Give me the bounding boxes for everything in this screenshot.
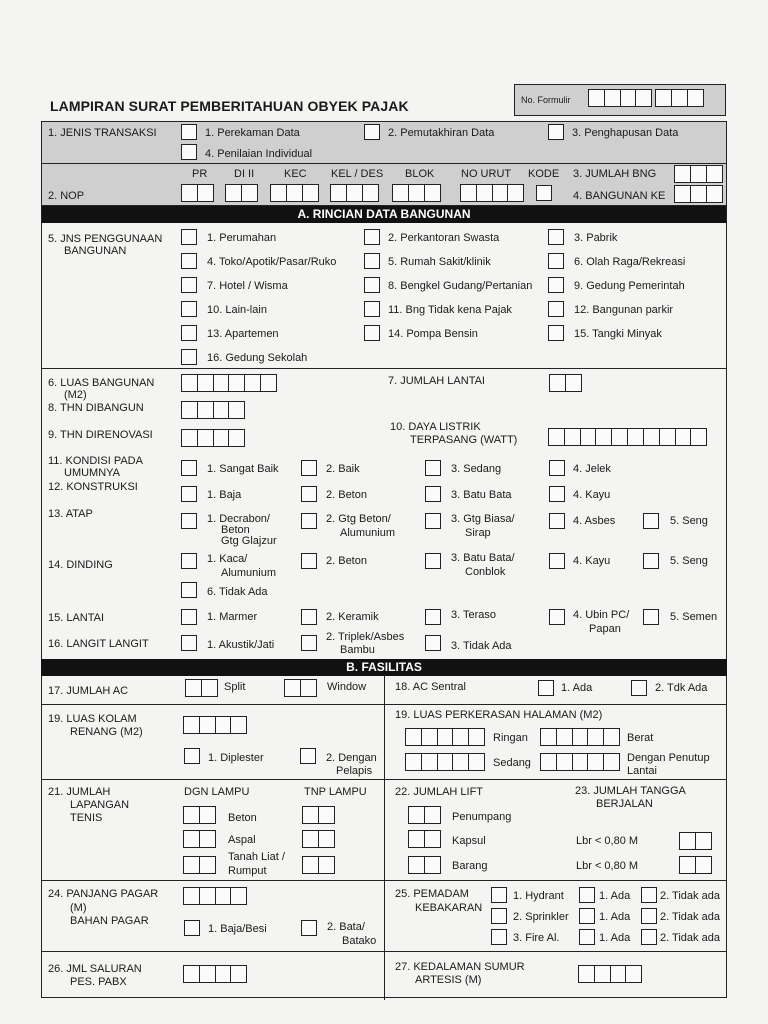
pabx-label-2: PES. PABX bbox=[70, 976, 127, 988]
hydrant-label: 1. Hydrant bbox=[513, 890, 564, 902]
usage-option-label: 13. Apartemen bbox=[207, 328, 279, 340]
opt-perekaman-label: 1. Perekaman Data bbox=[205, 127, 300, 139]
konstruksi-option: 4. Kayu bbox=[573, 489, 611, 501]
nop-pr-boxes[interactable] bbox=[181, 184, 213, 202]
usage-option-label: 15. Tangki Minyak bbox=[574, 328, 662, 340]
divider bbox=[41, 704, 727, 705]
usage-option-label: 4. Toko/Apotik/Pasar/Ruko bbox=[207, 256, 337, 268]
usage-option-label: 14. Pompa Bensin bbox=[388, 328, 478, 340]
thn-direnovasi-label: 9. THN DIRENOVASI bbox=[48, 429, 153, 441]
tangga-lbr-boxes[interactable] bbox=[679, 832, 711, 850]
pagar-bata-label-2: Batako bbox=[342, 935, 377, 947]
usage-option-checkbox[interactable] bbox=[181, 325, 197, 341]
pagar-baja-label: 1. Baja/Besi bbox=[208, 923, 267, 935]
ac-split-label: Split bbox=[224, 681, 246, 693]
dinding-checkbox[interactable] bbox=[549, 553, 565, 569]
atap-checkbox[interactable] bbox=[181, 513, 197, 529]
tenis-beton-label: Beton bbox=[228, 812, 257, 824]
lantai-checkbox[interactable] bbox=[301, 609, 317, 625]
lift-barang-boxes[interactable] bbox=[408, 856, 440, 874]
dinding-label: 14. DINDING bbox=[48, 559, 113, 571]
usage-option-checkbox[interactable] bbox=[364, 253, 380, 269]
form-bottom-border bbox=[41, 997, 727, 998]
usage-option-label: 5. Rumah Sakit/klinik bbox=[388, 256, 491, 268]
dinding-checkbox[interactable] bbox=[181, 582, 197, 598]
usage-option-label: 12. Bangunan parkir bbox=[574, 304, 674, 316]
kolam-pelapis-label: 2. Dengan bbox=[326, 752, 377, 764]
lantai-checkbox[interactable] bbox=[425, 609, 441, 625]
tenis-aspal-tnp-boxes[interactable] bbox=[302, 830, 334, 848]
dinding-option: 4. Kayu bbox=[573, 555, 611, 567]
pagar-unit: (M) bbox=[70, 902, 87, 914]
langit-option: 3. Tidak Ada bbox=[451, 640, 512, 652]
tangga-lbr-label-2: Lbr < 0,80 M bbox=[576, 860, 639, 872]
opt-penghapusan-checkbox[interactable] bbox=[548, 124, 564, 140]
ac-window-label: Window bbox=[327, 681, 367, 693]
kondisi-option: 2. Baik bbox=[326, 463, 360, 475]
form-title: LAMPIRAN SURAT PEMBERITAHUAN OBYEK PAJAK bbox=[50, 98, 409, 114]
divider bbox=[41, 880, 727, 881]
langit-option: 1. Akustik/Jati bbox=[207, 639, 275, 651]
atap-checkbox[interactable] bbox=[549, 513, 565, 529]
dinding-checkbox[interactable] bbox=[643, 553, 659, 569]
usage-option-checkbox[interactable] bbox=[181, 253, 197, 269]
usage-option-checkbox[interactable] bbox=[548, 277, 564, 293]
dinding-checkbox[interactable] bbox=[181, 553, 197, 569]
usage-option-checkbox[interactable] bbox=[548, 229, 564, 245]
sumur-label-2: ARTESIS (M) bbox=[415, 974, 482, 986]
pagar-bata-checkbox[interactable] bbox=[301, 920, 317, 936]
form-number-boxes-2[interactable] bbox=[655, 89, 702, 107]
ac-sentral-tdk-label: 2. Tdk Ada bbox=[655, 682, 708, 694]
nop-kec-boxes[interactable] bbox=[270, 184, 317, 202]
atap-option: 3. Gtg Biasa/ bbox=[451, 513, 515, 525]
perkerasan-sedang-label: Sedang bbox=[493, 757, 531, 769]
col-kel: KEL / DES bbox=[331, 168, 384, 180]
sprinkler-checkbox[interactable] bbox=[491, 908, 507, 924]
hydrant-ada-label: 1. Ada bbox=[599, 890, 631, 902]
atap-option-line: Beton bbox=[221, 524, 250, 536]
nop-label: 2. NOP bbox=[48, 190, 85, 202]
bahan-pagar-label: BAHAN PAGAR bbox=[70, 915, 149, 927]
usage-option-label: 9. Gedung Pemerintah bbox=[574, 280, 685, 292]
dinding-option-line: Conblok bbox=[465, 566, 506, 578]
tenis-beton-dgn-boxes[interactable] bbox=[183, 806, 215, 824]
kondisi-option: 1. Sangat Baik bbox=[207, 463, 279, 475]
atap-option: 4. Asbes bbox=[573, 515, 616, 527]
col-pr: PR bbox=[192, 168, 208, 180]
konstruksi-option: 3. Batu Bata bbox=[451, 489, 512, 501]
pabx-label: 26. JML SALURAN bbox=[48, 963, 142, 975]
kondisi-checkbox[interactable] bbox=[181, 460, 197, 476]
kondisi-label: 11. KONDISI PADA bbox=[48, 455, 143, 467]
usage-option-checkbox[interactable] bbox=[548, 325, 564, 341]
perkerasan-ringan-boxes[interactable] bbox=[405, 728, 484, 746]
luas-bangunan-unit: (M2) bbox=[64, 389, 87, 401]
lift-label: 22. JUMLAH LIFT bbox=[395, 786, 484, 798]
jumlah-lantai-boxes[interactable] bbox=[549, 374, 581, 392]
perkerasan-ringan-label: Ringan bbox=[493, 732, 528, 744]
hydrant-checkbox[interactable] bbox=[491, 887, 507, 903]
lantai-option: 3. Teraso bbox=[451, 609, 497, 621]
sumur-boxes[interactable] bbox=[578, 965, 641, 983]
langit-label: 16. LANGIT LANGIT bbox=[48, 638, 149, 650]
kolam-diplester-checkbox[interactable] bbox=[184, 748, 200, 764]
opt-pemutakhiran-label: 2. Pemutakhiran Data bbox=[388, 127, 495, 139]
dinding-option-line: Alumunium bbox=[221, 567, 277, 579]
fire-alarm-checkbox[interactable] bbox=[491, 929, 507, 945]
perkerasan-penutup-label: Dengan Penutup bbox=[627, 752, 710, 764]
kolam-label-2: RENANG (M2) bbox=[70, 726, 143, 738]
usage-option-checkbox[interactable] bbox=[181, 349, 197, 365]
sprinkler-ada-label: 1. Ada bbox=[599, 911, 631, 923]
tangga-lbr-label: Lbr < 0,80 M bbox=[576, 835, 639, 847]
divider bbox=[41, 163, 727, 164]
thn-dibangun-boxes[interactable] bbox=[181, 401, 244, 419]
lantai-option: 2. Keramik bbox=[326, 611, 379, 623]
usage-option-label: 2. Perkantoran Swasta bbox=[388, 232, 500, 244]
dinding-option: 5. Seng bbox=[670, 555, 708, 567]
atap-option-line: Alumunium bbox=[340, 527, 396, 539]
perkerasan-berat-boxes[interactable] bbox=[540, 728, 619, 746]
ac-window-boxes[interactable] bbox=[284, 679, 316, 697]
langit-checkbox[interactable] bbox=[181, 635, 197, 651]
atap-option: 1. Decrabon/ bbox=[207, 513, 270, 525]
pabx-boxes[interactable] bbox=[183, 965, 246, 983]
nop-nourut-boxes[interactable] bbox=[460, 184, 523, 202]
tenis-beton-tnp-boxes[interactable] bbox=[302, 806, 334, 824]
perkerasan-penutup-label-2: Lantai bbox=[627, 765, 657, 777]
atap-checkbox[interactable] bbox=[425, 513, 441, 529]
pagar-label: 24. PANJANG PAGAR bbox=[48, 888, 159, 900]
ac-split-boxes[interactable] bbox=[185, 679, 217, 697]
usage-option-label: 7. Hotel / Wisma bbox=[207, 280, 288, 292]
usage-option-checkbox[interactable] bbox=[181, 301, 197, 317]
jenis-transaksi-label: 1. JENIS TRANSAKSI bbox=[48, 127, 157, 139]
lantai-label: 15. LANTAI bbox=[48, 612, 105, 624]
section-a-header: A. RINCIAN DATA BANGUNAN bbox=[41, 206, 727, 223]
tnp-lampu-header: TNP LAMPU bbox=[304, 786, 367, 798]
tenis-tanah-label: Tanah Liat / bbox=[228, 851, 285, 863]
lantai-option: 5. Semen bbox=[670, 611, 718, 623]
lantai-option: 1. Marmer bbox=[207, 611, 258, 623]
ac-sentral-label: 18. AC Sentral bbox=[395, 681, 466, 693]
dinding-option: 2. Beton bbox=[326, 555, 367, 567]
lift-barang-label: Barang bbox=[452, 860, 488, 872]
perkerasan-sedang-boxes[interactable] bbox=[405, 753, 484, 771]
lantai-checkbox[interactable] bbox=[643, 609, 659, 625]
usage-option-checkbox[interactable] bbox=[548, 301, 564, 317]
sprinkler-ada-checkbox[interactable] bbox=[579, 908, 595, 924]
usage-option-checkbox[interactable] bbox=[181, 229, 197, 245]
jumlah-lantai-label: 7. JUMLAH LANTAI bbox=[388, 375, 485, 387]
usage-option-checkbox[interactable] bbox=[181, 277, 197, 293]
usage-option-label: 1. Perumahan bbox=[207, 232, 277, 244]
usage-option-checkbox[interactable] bbox=[364, 277, 380, 293]
col-nourut: NO URUT bbox=[461, 168, 512, 180]
form-number-label: No. Formulir bbox=[521, 95, 571, 105]
pagar-bata-label: 2. Bata/ bbox=[327, 921, 365, 933]
kondisi-checkbox[interactable] bbox=[549, 460, 565, 476]
dinding-checkbox[interactable] bbox=[425, 553, 441, 569]
usage-option-checkbox[interactable] bbox=[364, 229, 380, 245]
divider bbox=[41, 951, 727, 952]
fire-alarm-tidak-checkbox[interactable] bbox=[641, 929, 657, 945]
dinding-checkbox[interactable] bbox=[301, 553, 317, 569]
hydrant-ada-checkbox[interactable] bbox=[579, 887, 595, 903]
usage-option-label: 3. Pabrik bbox=[574, 232, 618, 244]
daya-listrik-boxes[interactable] bbox=[548, 428, 706, 446]
tenis-tanah-dgn-boxes[interactable] bbox=[183, 856, 215, 874]
jns-penggunaan-label-2: BANGUNAN bbox=[64, 245, 127, 257]
col-kode: KODE bbox=[528, 168, 560, 180]
col-dii: DI II bbox=[234, 168, 255, 180]
ac-sentral-tdk-checkbox[interactable] bbox=[631, 680, 647, 696]
usage-option-checkbox[interactable] bbox=[364, 301, 380, 317]
kolam-pelapis-checkbox[interactable] bbox=[300, 748, 316, 764]
jns-penggunaan-label: 5. JNS PENGGUNAAN bbox=[48, 233, 163, 245]
dgn-lampu-header: DGN LAMPU bbox=[184, 786, 250, 798]
konstruksi-checkbox[interactable] bbox=[301, 486, 317, 502]
divider bbox=[41, 368, 727, 369]
atap-label: 13. ATAP bbox=[48, 508, 93, 520]
dinding-option: 3. Batu Bata/ bbox=[451, 552, 515, 564]
opt-perekaman-checkbox[interactable] bbox=[181, 124, 197, 140]
luas-bangunan-boxes[interactable] bbox=[181, 374, 276, 392]
fire-alarm-tidak-label: 2. Tidak ada bbox=[660, 932, 720, 944]
tenis-label: 21. JUMLAH bbox=[48, 786, 111, 798]
dinding-option: 6. Tidak Ada bbox=[207, 586, 268, 598]
usage-option-label: 6. Olah Raga/Rekreasi bbox=[574, 256, 686, 268]
lift-penumpang-boxes[interactable] bbox=[408, 806, 440, 824]
atap-option: 5. Seng bbox=[670, 515, 708, 527]
opt-penilaian-checkbox[interactable] bbox=[181, 144, 197, 160]
ac-sentral-ada-checkbox[interactable] bbox=[538, 680, 554, 696]
thn-direnovasi-boxes[interactable] bbox=[181, 429, 244, 447]
jumlah-ac-label: 17. JUMLAH AC bbox=[48, 685, 129, 697]
luas-bangunan-label: 6. LUAS BANGUNAN bbox=[48, 377, 155, 389]
usage-option-label: 11. Bng Tidak kena Pajak bbox=[388, 304, 512, 316]
lantai-checkbox[interactable] bbox=[181, 609, 197, 625]
nop-kode-box[interactable] bbox=[536, 185, 552, 201]
atap-option: 2. Gtg Beton/ bbox=[326, 513, 391, 525]
lift-kapsul-label: Kapsul bbox=[452, 835, 486, 847]
divider bbox=[41, 779, 727, 780]
lift-kapsul-boxes[interactable] bbox=[408, 830, 440, 848]
opt-penghapusan-label: 3. Penghapusan Data bbox=[572, 127, 679, 139]
bangunan-ke-boxes[interactable] bbox=[674, 185, 721, 203]
usage-option-checkbox[interactable] bbox=[364, 325, 380, 341]
sumur-label: 27. KEDALAMAN SUMUR bbox=[395, 961, 525, 973]
lantai-option-line: Papan bbox=[589, 623, 621, 635]
nop-kel-boxes[interactable] bbox=[330, 184, 377, 202]
bangunan-ke-label: 4. BANGUNAN KE bbox=[573, 190, 666, 202]
perkerasan-label: 19. LUAS PERKERASAN HALAMAN (M2) bbox=[395, 709, 603, 721]
tenis-tanah-tnp-boxes[interactable] bbox=[302, 856, 334, 874]
atap-checkbox[interactable] bbox=[301, 513, 317, 529]
tangga-label: 23. JUMLAH TANGGA bbox=[575, 785, 686, 797]
usage-option-label: 16. Gedung Sekolah bbox=[207, 352, 308, 364]
pemadam-label: 25. PEMADAM bbox=[395, 888, 469, 900]
konstruksi-option: 1. Baja bbox=[207, 489, 242, 501]
jumlah-bng-label: 3. JUMLAH BNG bbox=[573, 168, 657, 180]
kondisi-label-2: UMUMNYA bbox=[64, 467, 121, 479]
tenis-label-3: TENIS bbox=[70, 812, 103, 824]
sprinkler-tidak-checkbox[interactable] bbox=[641, 908, 657, 924]
fire-alarm-ada-label: 1. Ada bbox=[599, 932, 631, 944]
kolam-pelapis-label-2: Pelapis bbox=[336, 765, 373, 777]
usage-option-label: 10. Lain-lain bbox=[207, 304, 267, 316]
opt-penilaian-label: 4. Penilaian Individual bbox=[205, 148, 313, 160]
tenis-label-2: LAPANGAN bbox=[70, 799, 130, 811]
col-blok: BLOK bbox=[405, 168, 435, 180]
usage-option-label: 8. Bengkel Gudang/Pertanian bbox=[388, 280, 533, 292]
langit-checkbox[interactable] bbox=[301, 635, 317, 651]
konstruksi-option: 2. Beton bbox=[326, 489, 367, 501]
kondisi-checkbox[interactable] bbox=[301, 460, 317, 476]
atap-checkbox[interactable] bbox=[643, 513, 659, 529]
perkerasan-penutup-boxes[interactable] bbox=[540, 753, 619, 771]
pemadam-label-2: KEBAKARAN bbox=[415, 902, 483, 914]
col-kec: KEC bbox=[284, 168, 307, 180]
lantai-checkbox[interactable] bbox=[549, 609, 565, 625]
atap-option-line: Sirap bbox=[465, 527, 491, 539]
kondisi-option: 3. Sedang bbox=[451, 463, 502, 475]
tangga-lbr-boxes-2[interactable] bbox=[679, 856, 711, 874]
kolam-diplester-label: 1. Diplester bbox=[208, 752, 264, 764]
opt-pemutakhiran-checkbox[interactable] bbox=[364, 124, 380, 140]
konstruksi-label: 12. KONSTRUKSI bbox=[48, 481, 138, 493]
pagar-baja-checkbox[interactable] bbox=[184, 920, 200, 936]
ac-sentral-ada-label: 1. Ada bbox=[561, 682, 593, 694]
jumlah-bng-boxes[interactable] bbox=[674, 165, 721, 183]
section-b-header: B. FASILITAS bbox=[41, 659, 727, 676]
tenis-tanah-label-2: Rumput bbox=[228, 865, 267, 877]
tenis-aspal-label: Aspal bbox=[228, 834, 256, 846]
pagar-boxes[interactable] bbox=[183, 887, 246, 905]
usage-option-checkbox[interactable] bbox=[548, 253, 564, 269]
konstruksi-checkbox[interactable] bbox=[549, 486, 565, 502]
atap-option-line: Gtg Glajzur bbox=[221, 535, 277, 547]
kolam-boxes[interactable] bbox=[183, 716, 246, 734]
hydrant-tidak-checkbox[interactable] bbox=[641, 887, 657, 903]
sprinkler-tidak-label: 2. Tidak ada bbox=[660, 911, 720, 923]
thn-dibangun-label: 8. THN DIBANGUN bbox=[48, 402, 144, 414]
fire-alarm-ada-checkbox[interactable] bbox=[579, 929, 595, 945]
form-number-boxes[interactable] bbox=[588, 89, 651, 107]
langit-checkbox[interactable] bbox=[425, 635, 441, 651]
kondisi-checkbox[interactable] bbox=[425, 460, 441, 476]
kondisi-option: 4. Jelek bbox=[573, 463, 611, 475]
nop-blok-boxes[interactable] bbox=[392, 184, 439, 202]
hydrant-tidak-label: 2. Tidak ada bbox=[660, 890, 720, 902]
konstruksi-checkbox[interactable] bbox=[181, 486, 197, 502]
dinding-option: 1. Kaca/ bbox=[207, 553, 248, 565]
daya-listrik-label-2: TERPASANG (WATT) bbox=[410, 434, 518, 446]
langit-option: 2. Triplek/Asbes bbox=[326, 631, 405, 643]
sprinkler-label: 2. Sprinkler bbox=[513, 911, 569, 923]
fire-alarm-label: 3. Fire Al. bbox=[513, 932, 560, 944]
lift-penumpang-label: Penumpang bbox=[452, 811, 512, 823]
langit-option-line: Bambu bbox=[340, 644, 375, 656]
perkerasan-berat-label: Berat bbox=[627, 732, 654, 744]
konstruksi-checkbox[interactable] bbox=[425, 486, 441, 502]
tenis-aspal-dgn-boxes[interactable] bbox=[183, 830, 215, 848]
nop-dii-boxes[interactable] bbox=[225, 184, 257, 202]
tangga-label-2: BERJALAN bbox=[596, 798, 653, 810]
lantai-option: 4. Ubin PC/ bbox=[573, 609, 630, 621]
kolam-label: 19. LUAS KOLAM bbox=[48, 713, 137, 725]
daya-listrik-label: 10. DAYA LISTRIK bbox=[390, 421, 481, 433]
